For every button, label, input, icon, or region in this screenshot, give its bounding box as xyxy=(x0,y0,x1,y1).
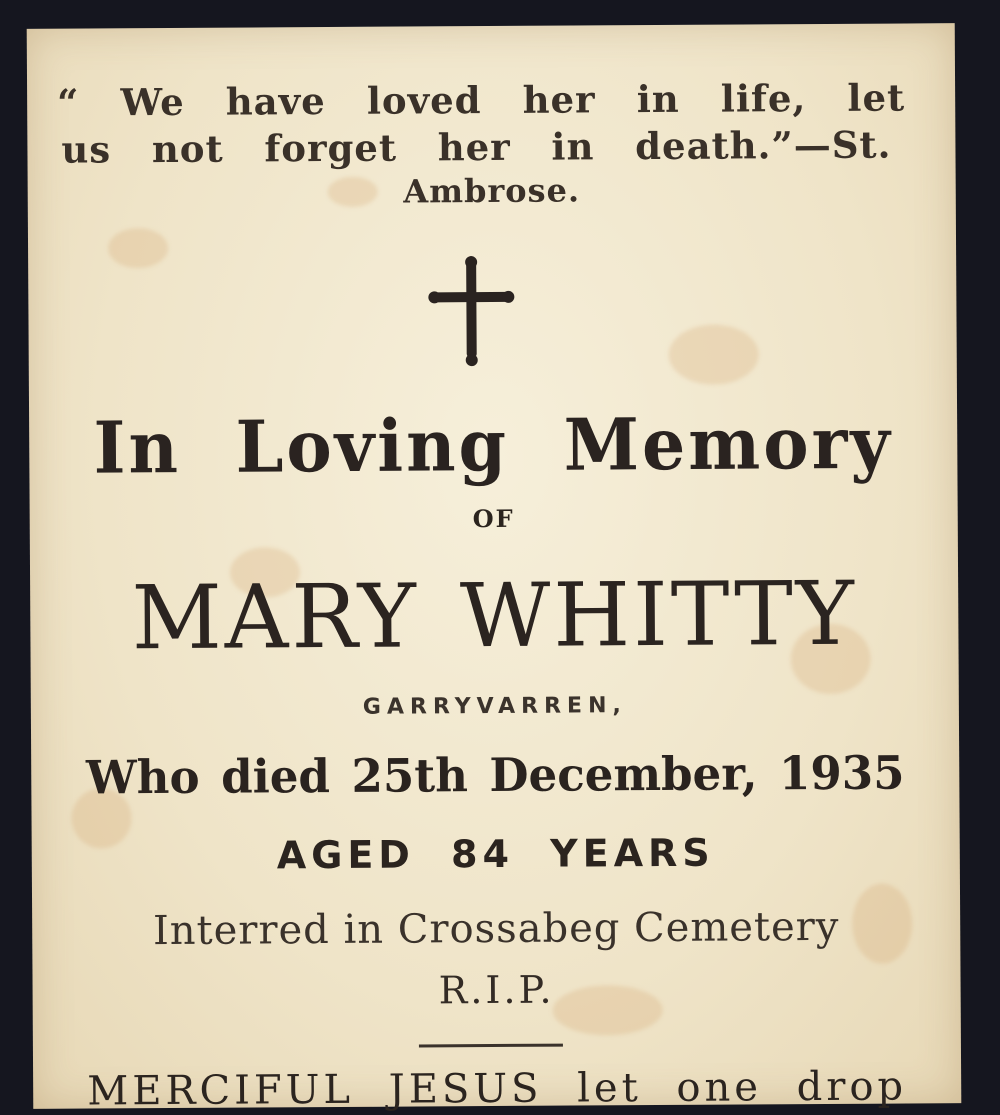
quote-attribution: Ambrose. xyxy=(403,171,581,211)
date-of-death: Who died 25th December, 1935 xyxy=(85,745,905,805)
of-label: OF xyxy=(472,503,515,534)
in-loving-memory-heading: In Loving Memory xyxy=(93,401,894,491)
paper-stain xyxy=(108,228,168,268)
divider-rule xyxy=(419,1044,563,1048)
deceased-name: MARY WHITTY xyxy=(131,561,858,670)
memorial-card xyxy=(27,23,962,1115)
quote-line-2: us not forget her in death.”—St. xyxy=(61,122,892,172)
burial-place: Interred in Crossabeg Cemetery xyxy=(152,903,840,955)
townland: GARRYVARREN, xyxy=(362,693,627,720)
cross-icon xyxy=(426,254,517,371)
rip-text: R.I.P. xyxy=(438,967,555,1013)
prayer-line-partial: MERCIFUL JESUS let one drop xyxy=(87,1063,908,1115)
quote-line-1: “ We have loved her in life, let xyxy=(57,75,906,125)
age: AGED 84 YEARS xyxy=(276,830,715,878)
paper-stain xyxy=(669,324,759,385)
